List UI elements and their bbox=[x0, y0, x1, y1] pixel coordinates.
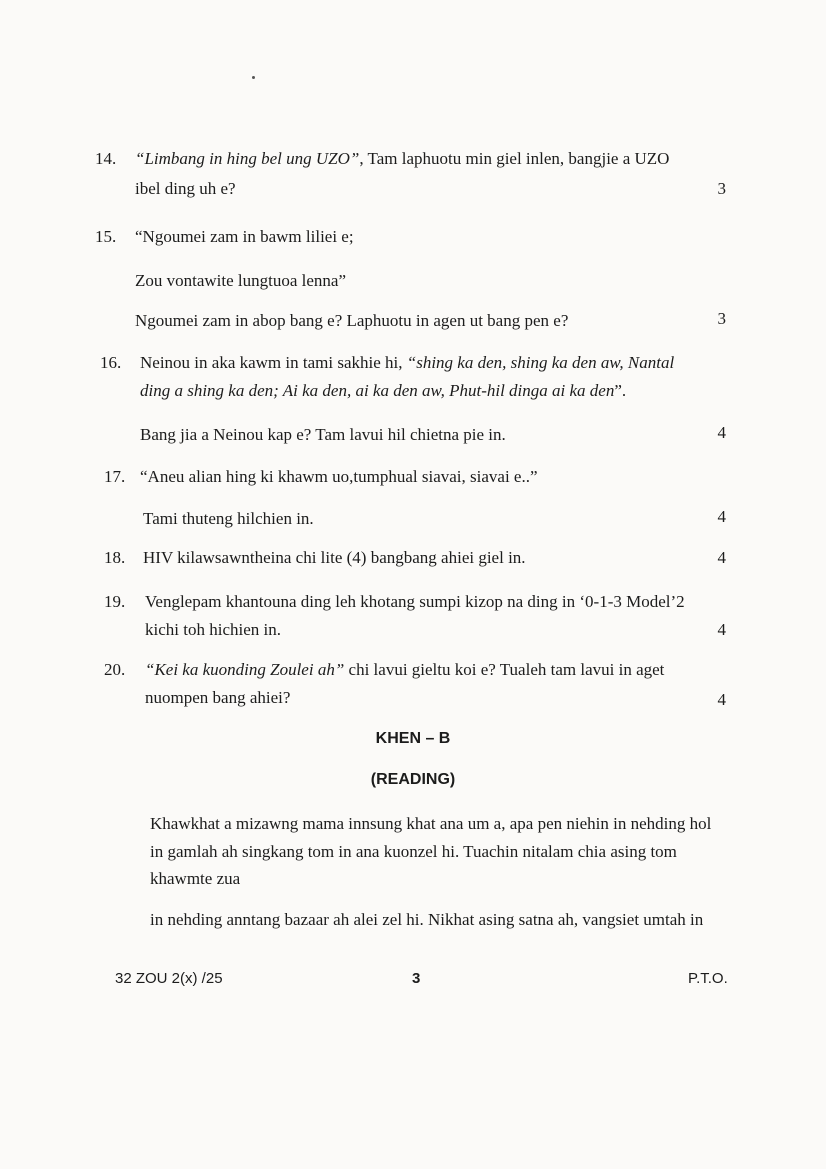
question-quote-line1: “Ngoumei zam in bawm liliei e; bbox=[135, 227, 354, 246]
question-text: Ngoumei zam in abop bang e? Laphuotu in agen ut bang pen e? bbox=[135, 311, 569, 330]
question-text: Venglepam khantouna ding leh khotang sumpi kizop na ding in ‘0-1-3 Model’2 bbox=[145, 592, 685, 611]
question-marks: 4 bbox=[717, 620, 726, 639]
question-text-line3: Bang jia a Neinou kap e? Tam lavui hil chietna pie in. bbox=[140, 425, 506, 444]
footer-paper-code: 32 ZOU 2(x) /25 bbox=[115, 970, 223, 987]
passage-line-4: in nehding anntang bazaar ah alei zel hi. Nikhat asing satna ah, vangsiet umtah in bbox=[150, 910, 704, 929]
question-number: 18. bbox=[104, 548, 126, 567]
section-title: KHEN – B bbox=[375, 730, 451, 747]
footer-pto: P.T.O. bbox=[688, 970, 728, 987]
question-text: Tami thuteng hilchien in. bbox=[143, 509, 314, 528]
passage-line-1: Khawkhat a mizawng mama innsung khat ana um a, apa pen niehin in nehding hol bbox=[150, 814, 712, 833]
section-subtitle: (READING) bbox=[370, 771, 456, 788]
question-number: 17. bbox=[104, 467, 126, 486]
footer-page-number: 3 bbox=[412, 970, 421, 987]
question-text: “Kei ka kuonding Zoulei ah” chi lavui gieltu koi e? Tualeh tam lavui in aget bbox=[145, 660, 665, 679]
question-quote: “Aneu alian hing ki khawm uo,tumphual siavai, siavai e..” bbox=[140, 467, 538, 486]
scan-speck bbox=[252, 76, 255, 79]
question-text-line2: ding a shing ka den; Ai ka den, ai ka den aw, Phut-hil dinga ai ka den”. bbox=[140, 381, 627, 400]
question-text-line2: kichi toh hichien in. bbox=[145, 620, 281, 639]
question-marks: 4 bbox=[717, 423, 726, 442]
passage-line-2: in gamlah ah singkang tom in ana kuonzel hi. Tuachin nitalam chia asing tom bbox=[150, 842, 677, 861]
question-marks: 4 bbox=[717, 690, 726, 709]
question-number: 14. bbox=[95, 149, 117, 168]
question-number: 20. bbox=[104, 660, 126, 679]
question-number: 16. bbox=[100, 353, 122, 372]
question-text: “Limbang in hing bel ung UZO”, Tam laphuotu min giel inlen, bangjie a UZO bbox=[135, 149, 670, 168]
question-marks: 3 bbox=[717, 309, 726, 328]
question-number: 15. bbox=[95, 227, 117, 246]
question-text-line2: ibel ding uh e? bbox=[135, 179, 236, 198]
question-marks: 3 bbox=[717, 179, 726, 198]
passage-line-3: khawmte zua bbox=[150, 869, 241, 888]
question-marks: 4 bbox=[717, 507, 726, 526]
question-text: HIV kilawsawntheina chi lite (4) bangbang ahiei giel in. bbox=[143, 548, 526, 567]
question-text-line2: nuompen bang ahiei? bbox=[145, 688, 291, 707]
question-marks: 4 bbox=[717, 548, 726, 567]
question-quote-line2: Zou vontawite lungtuoa lenna” bbox=[135, 271, 347, 290]
question-text: Neinou in aka kawm in tami sakhie hi, “shing ka den, shing ka den aw, Nantal bbox=[140, 353, 675, 372]
question-number: 19. bbox=[104, 592, 126, 611]
